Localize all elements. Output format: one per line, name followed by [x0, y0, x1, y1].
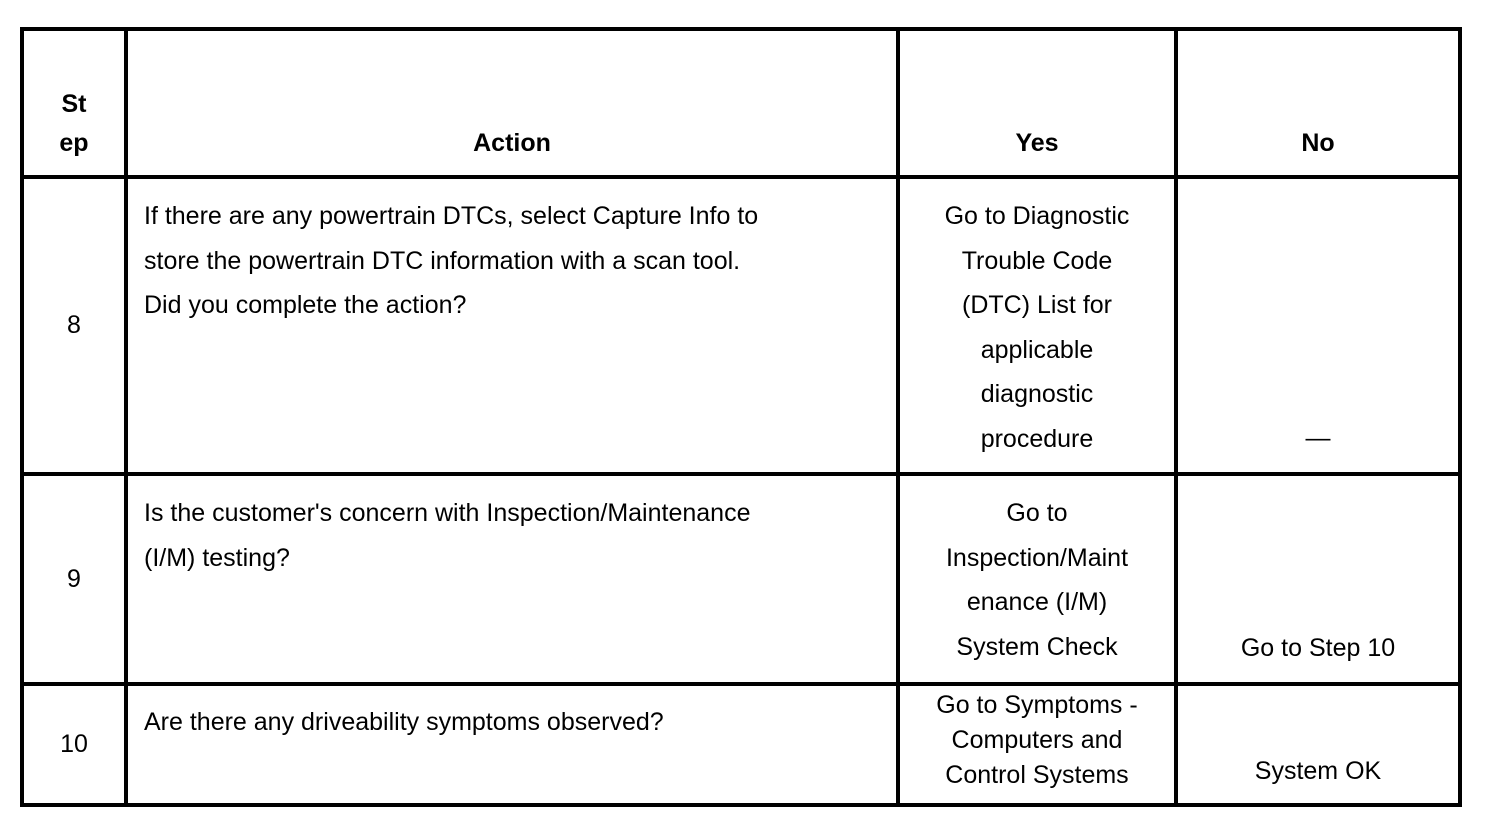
- action-line: (I/M) testing?: [144, 543, 290, 572]
- action-line: store the powertrain DTC information with a scan tool.: [144, 246, 741, 275]
- yes-line: enance (I/M): [966, 588, 1108, 616]
- action-line: Did you complete the action?: [144, 291, 467, 319]
- yes-line: applicable: [980, 335, 1094, 364]
- yes-line: Go to: [1006, 499, 1068, 527]
- yes-line: Go to Diagnostic: [944, 202, 1130, 230]
- table-row: [22, 684, 1460, 805]
- header-row: [22, 29, 1460, 177]
- diagnostic-table-container: [20, 27, 1458, 803]
- action-text: [126, 684, 898, 805]
- yes-line: procedure: [980, 424, 1094, 453]
- step-number: 10: [22, 684, 126, 805]
- action-line: If there are any powertrain DTCs, select Capture Info to: [144, 202, 759, 230]
- header-no: No: [1176, 29, 1460, 177]
- no-result: Go to Step 10: [1176, 474, 1460, 684]
- yes-line: Computers and: [951, 726, 1123, 754]
- yes-line: (DTC) List for: [962, 291, 1112, 319]
- step-number: 8: [22, 177, 126, 474]
- yes-line: Control Systems: [945, 761, 1129, 789]
- header-yes: Yes: [898, 29, 1176, 177]
- action-line: Is the customer's concern with Inspection/Maintenance: [144, 499, 751, 527]
- yes-line: Inspection/Maint: [945, 543, 1129, 572]
- no-result: —: [1176, 177, 1460, 474]
- yes-result: [898, 474, 1176, 684]
- yes-line: diagnostic: [980, 380, 1094, 408]
- yes-result: [898, 684, 1176, 805]
- no-result: System OK: [1176, 684, 1460, 805]
- action-text: [126, 474, 898, 684]
- diagnostic-steps-table: [20, 27, 1462, 807]
- yes-line: System Check: [956, 632, 1118, 661]
- yes-line: Trouble Code: [961, 246, 1113, 275]
- yes-line: Go to Symptoms -: [936, 691, 1138, 719]
- table-row: [22, 177, 1460, 474]
- table-row: [22, 474, 1460, 684]
- header-step: [22, 29, 126, 177]
- yes-result: [898, 177, 1176, 474]
- header-action: Action: [126, 29, 898, 177]
- action-line: Are there any driveability symptoms observed?: [144, 708, 664, 736]
- header-step-line2: ep: [59, 129, 89, 157]
- header-step-line1: St: [61, 90, 87, 118]
- action-text: [126, 177, 898, 474]
- step-number: 9: [22, 474, 126, 684]
